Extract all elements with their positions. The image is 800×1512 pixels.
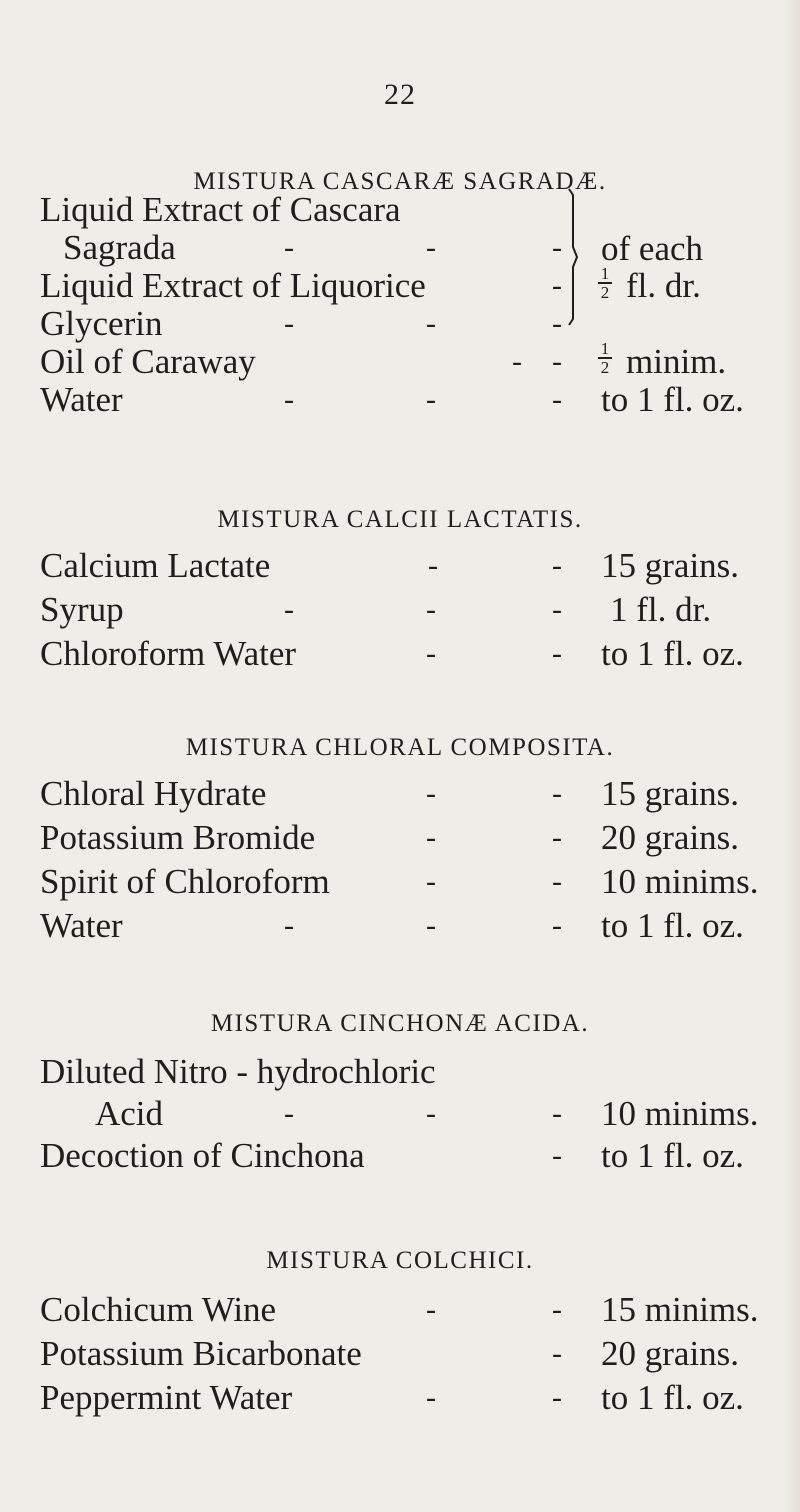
dash-separator: - — [426, 909, 436, 942]
quantity-acid: 10 minims. — [601, 1094, 759, 1133]
dash-separator: - — [284, 307, 294, 340]
dash-separator: - — [552, 549, 562, 582]
ingredient-potassium-bicarbonate: Potassium Bicarbonate — [40, 1334, 362, 1373]
quantity-peppermint-water: to 1 fl. oz. — [601, 1378, 744, 1417]
dash-separator: - — [426, 383, 436, 416]
quantity-potassium-bromide: 20 grains. — [601, 818, 740, 857]
fraction-denominator: 2 — [600, 358, 610, 377]
ingredient-caraway-oil: Oil of Caraway — [40, 342, 256, 381]
section-heading-calcii: MISTURA CALCII LACTATIS. — [217, 506, 583, 533]
dash-separator: - — [552, 909, 562, 942]
dash-separator: - — [426, 231, 436, 264]
fraction-half — [598, 265, 612, 301]
fraction-half — [598, 340, 612, 376]
grouping-brace — [568, 187, 578, 327]
fraction-numerator: 1 — [598, 340, 612, 359]
dash-separator: - — [552, 269, 562, 302]
dash-separator: - — [426, 865, 436, 898]
dash-separator: - — [284, 1097, 294, 1130]
quantity-chloral-hydrate: 15 grains. — [601, 774, 740, 813]
ingredient-liquorice-extract: Liquid Extract of Liquorice — [40, 266, 426, 305]
dash-separator: - — [552, 1293, 562, 1326]
ingredient-nitro-hydrochloric: Diluted Nitro - hydrochloric — [40, 1052, 436, 1091]
ingredient-syrup: Syrup — [40, 590, 124, 629]
ingredient-chloroform-water: Chloroform Water — [40, 634, 297, 673]
dash-separator: - — [428, 549, 438, 582]
ingredient-potassium-bromide: Potassium Bromide — [40, 818, 316, 857]
ingredient-chloral-hydrate: Chloral Hydrate — [40, 774, 267, 813]
quantity-syrup: 1 fl. dr. — [610, 590, 712, 629]
ingredient-decoction-cinchona: Decoction of Cinchona — [40, 1136, 365, 1175]
section-heading-cinchona: MISTURA CINCHONÆ ACIDA. — [210, 1010, 590, 1037]
ingredient-calcium-lactate: Calcium Lactate — [40, 546, 271, 585]
section-heading-colchici: MISTURA COLCHICI. — [266, 1247, 534, 1274]
quantity-chloroform-water: to 1 fl. oz. — [601, 634, 744, 673]
dash-separator: - — [426, 637, 436, 670]
dash-separator: - — [426, 1293, 436, 1326]
ingredient-glycerin: Glycerin — [40, 304, 163, 343]
quantity-unit: fl. dr. — [626, 266, 701, 305]
quantity-minim: minim. — [626, 342, 727, 381]
dash-separator: - — [552, 231, 562, 264]
dash-separator: - — [426, 1097, 436, 1130]
ingredient-spirit-chloroform: Spirit of Chloroform — [40, 862, 330, 901]
quantity-decoction-cinchona: to 1 fl. oz. — [601, 1136, 744, 1175]
dash-separator: - — [426, 307, 436, 340]
section-heading-cascara: MISTURA CASCARÆ SAGRADÆ. — [193, 168, 607, 195]
dash-separator: - — [552, 345, 562, 378]
dash-separator: - — [512, 345, 522, 378]
ingredient-water: Water — [40, 906, 123, 945]
dash-separator: - — [552, 865, 562, 898]
dash-separator: - — [552, 307, 562, 340]
fraction-denominator: 2 — [600, 283, 610, 302]
ingredient-peppermint-water: Peppermint Water — [40, 1378, 293, 1417]
dash-separator: - — [552, 1381, 562, 1414]
dash-separator: - — [552, 1097, 562, 1130]
dash-separator: - — [426, 1381, 436, 1414]
ingredient-acid: Acid — [95, 1094, 164, 1133]
dash-separator: - — [552, 777, 562, 810]
quantity-of-each: of each — [601, 229, 704, 268]
page-number: 22 — [384, 78, 416, 111]
section-heading-chloral: MISTURA CHLORAL COMPOSITA. — [185, 734, 615, 761]
quantity-colchicum-wine: 15 minims. — [601, 1290, 759, 1329]
quantity-potassium-bicarbonate: 20 grains. — [601, 1334, 740, 1373]
quantity-spirit-chloroform: 10 minims. — [601, 862, 759, 901]
ingredient-cascara-extract: Liquid Extract of Cascara — [40, 190, 401, 229]
dash-separator: - — [284, 593, 294, 626]
dash-separator: - — [284, 383, 294, 416]
quantity-water: to 1 fl. oz. — [601, 380, 744, 419]
dash-separator: - — [426, 821, 436, 854]
dash-separator: - — [426, 777, 436, 810]
fraction-numerator: 1 — [598, 265, 612, 284]
dash-separator: - — [552, 593, 562, 626]
dash-separator: - — [426, 593, 436, 626]
dash-separator: - — [552, 637, 562, 670]
dash-separator: - — [552, 1337, 562, 1370]
dash-separator: - — [552, 1139, 562, 1172]
quantity-calcium-lactate: 15 grains. — [601, 546, 740, 585]
dash-separator: - — [284, 909, 294, 942]
ingredient-water: Water — [40, 380, 123, 419]
dash-separator: - — [552, 821, 562, 854]
quantity-water: to 1 fl. oz. — [601, 906, 744, 945]
dash-separator: - — [552, 383, 562, 416]
ingredient-colchicum-wine: Colchicum Wine — [40, 1290, 277, 1329]
ingredient-cascara-sagrada: Sagrada — [63, 228, 176, 267]
dash-separator: - — [284, 231, 294, 264]
